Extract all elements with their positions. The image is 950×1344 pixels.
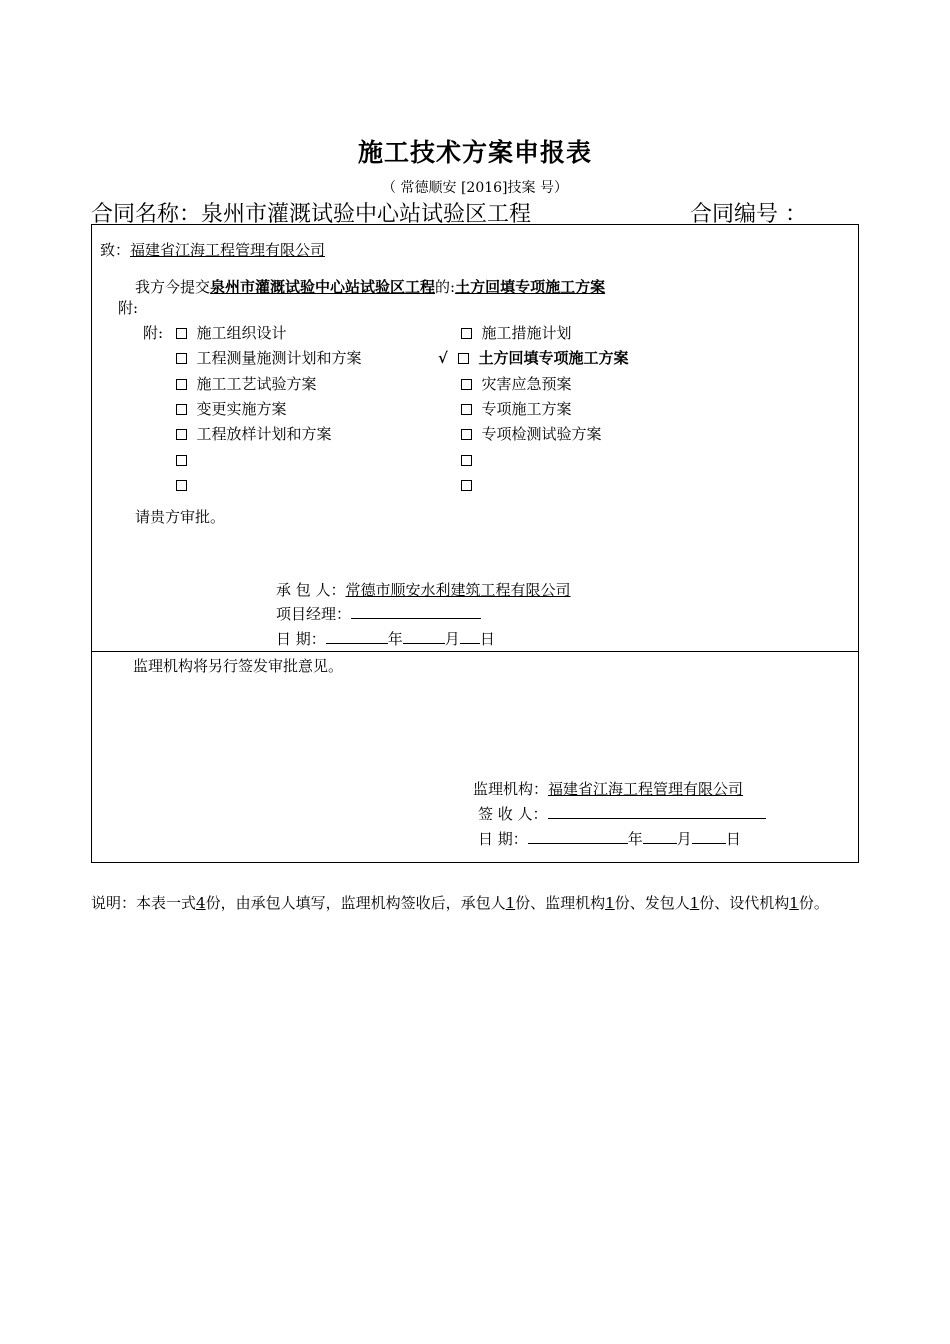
- supervisor-opinion: 监理机构将另行签发审批意见。: [133, 657, 344, 675]
- year-field[interactable]: [528, 829, 628, 844]
- checkbox[interactable]: [461, 328, 472, 339]
- day-label: 日: [725, 830, 741, 848]
- receiver-line: [478, 804, 766, 824]
- contract-number-label: 合同编号 ：: [690, 202, 807, 227]
- note-text: 份，由承包人填写，监理机构签收后，承包人: [205, 894, 506, 912]
- checklist-item[interactable]: [461, 399, 572, 419]
- year-label: 年: [387, 630, 403, 648]
- checklist-item[interactable]: [176, 399, 287, 419]
- checkbox[interactable]: [176, 480, 187, 491]
- checkbox[interactable]: [461, 404, 472, 415]
- month-field[interactable]: [403, 629, 445, 644]
- note-text: 份、设代机构: [699, 894, 790, 912]
- checklist-item[interactable]: [176, 424, 332, 444]
- note-text: 说明：本表一式: [91, 894, 197, 912]
- project-manager-label: 项目经理：: [276, 605, 352, 623]
- note-text: 份、发包人: [614, 894, 690, 912]
- checklist-item[interactable]: [461, 424, 602, 444]
- checkbox[interactable]: [461, 480, 472, 491]
- date-label: 日 期：: [478, 830, 528, 848]
- addressee-label: 致：: [100, 241, 131, 259]
- approval-request: 请贵方审批。: [135, 508, 226, 526]
- project-manager-line: [276, 604, 481, 624]
- year-label: 年: [627, 830, 643, 848]
- checkbox[interactable]: [176, 429, 187, 440]
- checklist-label: 施工工艺试验方案: [196, 375, 317, 393]
- month-label: 月: [676, 830, 692, 848]
- section-divider: [91, 651, 859, 652]
- form-title: 施工技术方案申报表: [357, 138, 592, 167]
- checklist-label: 施工组织设计: [196, 324, 287, 342]
- document-number: （ 常德顺安 [2016]技案 号）: [382, 180, 568, 196]
- checklist-label: 土方回填专项施工方案: [478, 349, 629, 367]
- note-text: 份、监理机构: [515, 894, 606, 912]
- submit-project: 泉州市灌溉试验中心站试验区工程: [210, 278, 436, 296]
- note-text: 份。: [798, 894, 829, 912]
- submit-mid: 的:: [435, 278, 456, 296]
- checklist-item[interactable]: [461, 374, 572, 394]
- year-field[interactable]: [326, 629, 388, 644]
- check-mark-icon: √: [438, 349, 448, 367]
- contractor-date-line: [276, 629, 495, 649]
- checklist-item[interactable]: [176, 374, 317, 394]
- month-field[interactable]: [643, 829, 677, 844]
- copies-contractor: 1: [505, 894, 516, 912]
- copies-supervisor: 1: [605, 894, 615, 912]
- contract-name-value: 泉州市灌溉试验中心站试验区工程: [201, 202, 532, 227]
- checkbox[interactable]: [176, 455, 187, 466]
- contractor-value: 常德市顺安水利建筑工程有限公司: [345, 581, 571, 599]
- checklist-item[interactable]: [176, 323, 287, 343]
- checklist-label: 专项检测试验方案: [481, 425, 602, 443]
- form-table: [91, 224, 859, 863]
- receiver-label: 签 收 人：: [478, 805, 548, 823]
- supervisor-org-label: 监理机构：: [473, 780, 549, 798]
- contractor-label: 承 包 人：: [276, 581, 346, 599]
- checklist-item[interactable]: [176, 475, 192, 495]
- footnote: [91, 890, 866, 916]
- checklist-item[interactable]: [176, 450, 192, 470]
- supervisor-org-line: [473, 779, 743, 799]
- addressee-value: 福建省江海工程管理有限公司: [130, 241, 326, 259]
- checkbox[interactable]: [461, 379, 472, 390]
- checklist-item[interactable]: [461, 475, 477, 495]
- attachment-list-label: 附:: [143, 324, 164, 342]
- checklist-item-selected[interactable]: [458, 348, 629, 368]
- date-label: 日 期：: [276, 630, 326, 648]
- checkbox[interactable]: [176, 379, 187, 390]
- checkbox[interactable]: [458, 353, 469, 364]
- checklist-label: 施工措施计划: [481, 324, 572, 342]
- addressee: [100, 240, 325, 260]
- supervisor-date-line: [478, 829, 741, 849]
- day-field[interactable]: [460, 629, 480, 644]
- submit-statement: [135, 277, 605, 297]
- checkbox[interactable]: [176, 404, 187, 415]
- month-label: 月: [444, 630, 460, 648]
- supervisor-org-value: 福建省江海工程管理有限公司: [548, 780, 744, 798]
- submit-prefix: 我方今提交: [135, 278, 211, 296]
- copies-design-rep: 1: [789, 894, 799, 912]
- contractor-line: [276, 580, 571, 600]
- copies-total: 4: [196, 894, 206, 912]
- receiver-field[interactable]: [548, 804, 766, 819]
- checkbox[interactable]: [176, 328, 187, 339]
- day-field[interactable]: [692, 829, 726, 844]
- project-manager-field[interactable]: [351, 604, 481, 619]
- checklist-label: 灾害应急预案: [481, 375, 572, 393]
- checklist-label: 专项施工方案: [481, 400, 572, 418]
- checklist-label: 变更实施方案: [196, 400, 287, 418]
- checklist-item[interactable]: [461, 450, 477, 470]
- attachment-label: 附:: [118, 299, 139, 317]
- day-label: 日: [479, 630, 495, 648]
- checklist-label: 工程测量施测计划和方案: [196, 349, 362, 367]
- checkbox[interactable]: [176, 353, 187, 364]
- checkbox[interactable]: [461, 455, 472, 466]
- copies-employer: 1: [689, 894, 700, 912]
- contract-name-label: 合同名称：: [91, 202, 202, 227]
- checklist-item[interactable]: [461, 323, 572, 343]
- checkbox[interactable]: [461, 429, 472, 440]
- submit-plan: 土方回填专项施工方案: [455, 278, 606, 296]
- checklist-item[interactable]: [176, 348, 362, 368]
- checklist-label: 工程放样计划和方案: [196, 425, 332, 443]
